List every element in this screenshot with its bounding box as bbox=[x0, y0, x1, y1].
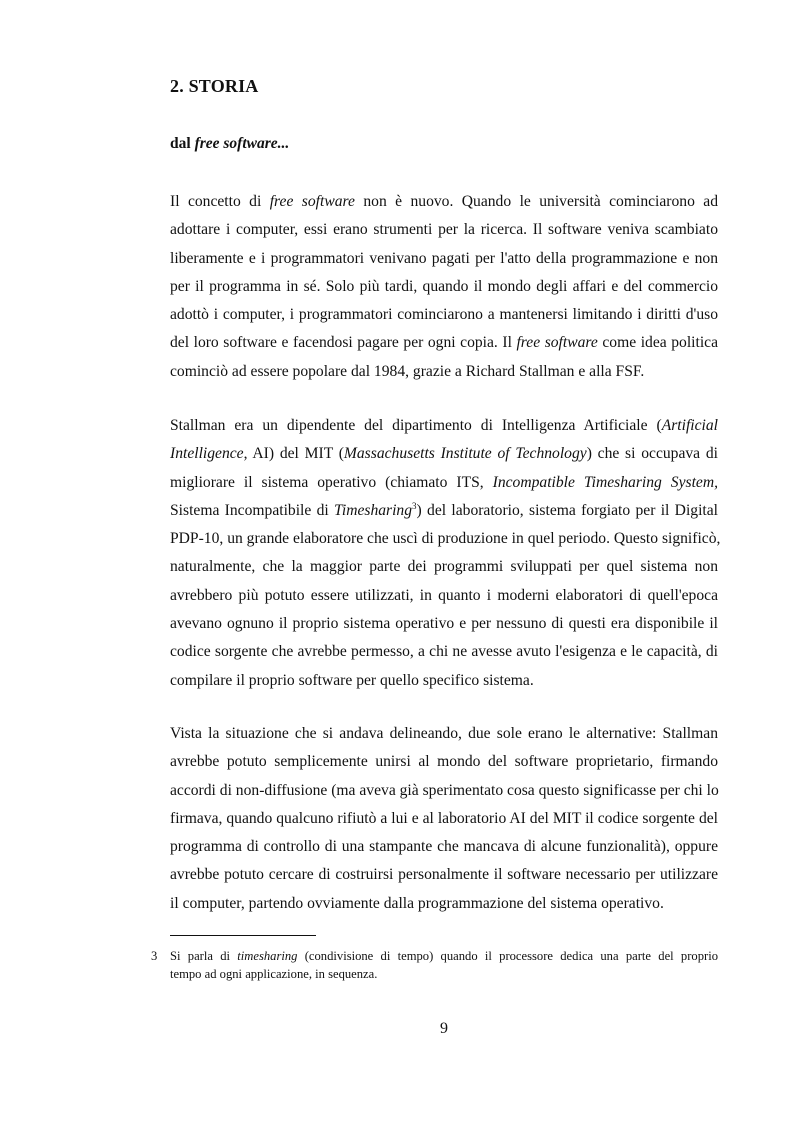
text-line: cominciò ad essere popolare dal 1984, grazie a Richard Stallman e alla FSF. bbox=[170, 362, 645, 380]
italic-text: Incompatible Timesharing System, bbox=[492, 473, 718, 491]
text-line: codice sorgente che avrebbe permesso, a chi ne avesse avuto l'esigenza e le capacità, di bbox=[170, 643, 718, 661]
footnote-reference: 3 bbox=[412, 500, 417, 511]
text-line: naturalmente, che la maggior parte dei programmi sviluppati per quel sistema non bbox=[170, 558, 718, 576]
text-line: Sistema Incompatibile di Timesharing$^3$) del laboratorio, sistema forgiato per il Digital bbox=[170, 500, 718, 519]
italic-text: Intelligence bbox=[170, 445, 244, 463]
text-line: Il concetto di free software non è nuovo. Quando le università cominciarono ad bbox=[170, 193, 719, 210]
paragraph-1 bbox=[170, 188, 718, 386]
footnote-line: tempo ad ogni applicazione, in sequenza. bbox=[170, 966, 378, 981]
text-line: avrebbero più potuto essere utilizzati, in quanto i moderni elaboratori di quell'epoca bbox=[170, 586, 718, 604]
footnote-number: 3 bbox=[151, 949, 158, 963]
italic-text: Artificial bbox=[661, 417, 718, 434]
text-line: Intelligence, AI) del MIT (Massachusetts Institute of Technology) che si occupava di bbox=[170, 445, 718, 463]
text-line: Vista la situazione che si andava delineando, due sole erano le alternative: Stallman bbox=[170, 725, 718, 742]
text-line: adottare i computer, essi erano strumenti per la ricerca. Il software veniva scambiato bbox=[170, 221, 718, 239]
italic-text: Timesharing bbox=[334, 501, 413, 519]
italic-text: Massachusetts Institute of Technology bbox=[343, 445, 587, 463]
paragraph-2 bbox=[170, 412, 721, 695]
paragraph-3 bbox=[170, 720, 718, 918]
italic-text: free software bbox=[269, 193, 355, 210]
section-title-prefix: dal bbox=[170, 135, 195, 152]
footnote-line: Si parla di timesharing (condivisione di tempo) quando il processore dedica una parte del proprio bbox=[170, 949, 719, 963]
section-title bbox=[170, 135, 289, 153]
chapter-title: 2. STORIA bbox=[170, 76, 259, 96]
text-line: per il programma in sé. Solo più tardi, quando il mondo degli affari e del commercio bbox=[170, 277, 718, 295]
text-line: il computer, partendo ovviamente dalla programmazione del sistema operativo. bbox=[170, 894, 664, 912]
text-line: migliorare il sistema operativo (chiamato ITS, Incompatible Timesharing System, bbox=[170, 473, 718, 491]
italic-text: free software bbox=[516, 334, 598, 352]
text-line: firmava, quando qualcuno rifiutò a lui e al laboratorio AI del MIT il codice sorgente del bbox=[170, 809, 718, 827]
italic-text: timesharing bbox=[237, 949, 298, 963]
section-title-italic: free software... bbox=[194, 135, 290, 152]
page-number: 9 bbox=[440, 1020, 448, 1037]
text-line: accordi di non-diffusione (ma aveva già sperimentato cosa questo significasse per chi lo bbox=[170, 781, 719, 799]
text-line: avevano ognuno il proprio sistema operativo e per nessuno di questi era disponibile il bbox=[170, 615, 718, 633]
text-line: programma di controllo di una stampante che mancava di alcune funzionalità), oppure bbox=[170, 838, 718, 856]
text-line: liberamente e i programmatori venivano pagati per l'atto della programmazione e non bbox=[170, 249, 718, 267]
footnote-text bbox=[170, 948, 718, 983]
text-line: avrebbe potuto cercare di costruirsi personalmente il software necessario per utilizzare bbox=[170, 866, 718, 884]
text-line: PDP-10, un grande elaboratore che uscì di produzione in quel periodo. Questo significò, bbox=[170, 530, 721, 548]
text-line: adottò i computer, i programmatori cominciarono a mantenersi limitando i diritti d'uso bbox=[170, 306, 718, 324]
text-line: avrebbe potuto semplicemente unirsi al mondo del software proprietario, firmando bbox=[170, 753, 718, 771]
footnote-divider bbox=[170, 935, 316, 936]
text-line: Stallman era un dipendente del dipartimento di Intelligenza Artificiale (Artificial bbox=[170, 417, 718, 434]
text-line: del loro software e facendosi pagare per ogni copia. Il free software come idea politica bbox=[170, 334, 719, 352]
footnote bbox=[151, 948, 718, 983]
text-line: compilare il proprio software per quello specifico sistema. bbox=[170, 671, 534, 689]
